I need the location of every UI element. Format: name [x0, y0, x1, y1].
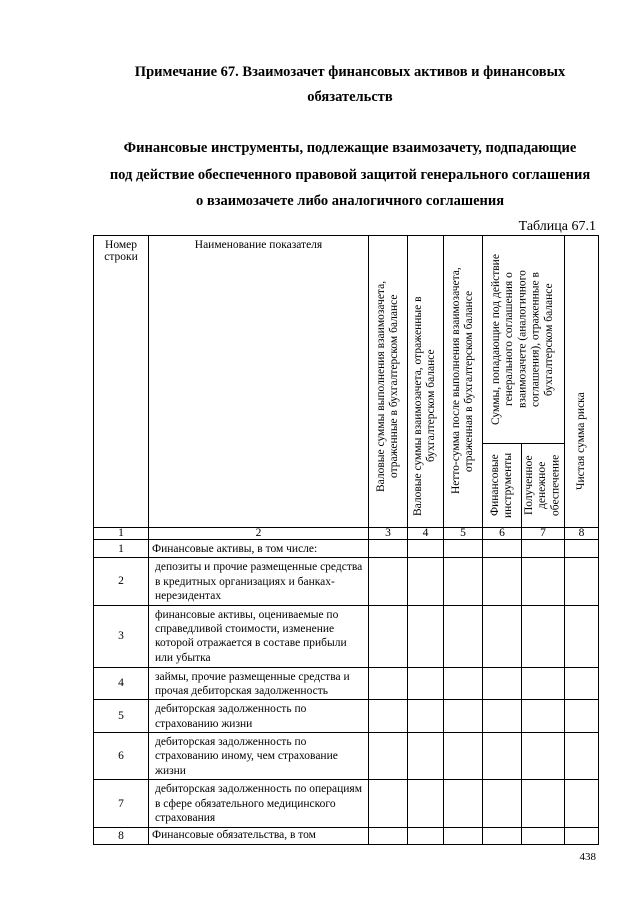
header-col6-label: Финансовые инструменты: [488, 452, 514, 518]
row-number: 1: [94, 540, 149, 558]
header-col7-label: Полученное денежное обеспечение: [523, 454, 562, 516]
subtitle-line2: под действие обеспеченного правовой защитой генерального соглашения: [109, 167, 591, 183]
row-name: займы, прочие размещенные средства и прочая дебиторская задолженность: [149, 667, 369, 700]
col-number: 5: [444, 528, 483, 540]
header-row-number-label: Номер строки: [104, 239, 138, 263]
table-row: [94, 700, 599, 733]
header-col3: [369, 236, 408, 528]
table-row: [94, 540, 599, 558]
header-col5: [444, 236, 483, 528]
table-label: Таблица 67.1: [518, 219, 596, 234]
table-row: [94, 828, 599, 844]
row-number: 3: [94, 605, 149, 667]
subtitle-line3: о взаимозачете либо аналогичного соглашения: [195, 193, 505, 209]
header-col8-label: Чистая сумма риска: [574, 392, 587, 490]
page-number: 438: [579, 851, 596, 863]
header-col4-label: Валовые суммы взаимозачета, отраженные в бухгалтерском балансе: [412, 296, 438, 516]
table-row: [94, 780, 599, 828]
col-number: 6: [483, 528, 522, 540]
header-col5-label: Нетто-сумма после выполнения взаимозачета, отраженная в бухгалтерском балансе: [449, 267, 475, 495]
row-name: финансовые активы, оцениваемые по справедливой стоимости, изменение которой отражается в составе прибыли или убытка: [149, 605, 369, 667]
col-number: 2: [149, 528, 369, 540]
header-col67-group-label: Суммы, попадающие под действие генерального соглашения о взаимозачете (аналогичного соглашения), отраженные в бухгалтерском балансе: [490, 254, 556, 425]
subtitle-line1: Финансовые инструменты, подлежащие взаимозачету, подпадающие: [123, 140, 577, 156]
row-number: 2: [94, 558, 149, 605]
header-col6: [483, 444, 522, 528]
row-name: депозиты и прочие размещенные средства в кредитных организациях и банках-нерезидентах: [149, 558, 369, 605]
table-row: [94, 558, 599, 605]
col-number: 7: [522, 528, 565, 540]
row-number: 4: [94, 667, 149, 700]
row-name: дебиторская задолженность по страхованию жизни: [149, 700, 369, 733]
row-name: Финансовые активы, в том числе:: [149, 540, 369, 558]
offset-table: [93, 235, 599, 845]
row-name: Финансовые обязательства, в том: [149, 828, 369, 844]
col-number: 4: [408, 528, 444, 540]
header-indicator: [149, 236, 369, 528]
note-title-line1: Примечание 67. Взаимозачет финансовых активов и финансовых: [134, 64, 566, 80]
row-number: 8: [94, 828, 149, 844]
note-title-line2: обязательств: [307, 89, 393, 105]
column-number-row: [94, 528, 599, 540]
header-col67-group: [483, 236, 565, 444]
header-row-number: [94, 236, 149, 528]
header-indicator-label: Наименование показателя: [194, 239, 323, 251]
col-number: 8: [565, 528, 599, 540]
table-row: [94, 667, 599, 700]
table-row: [94, 733, 599, 780]
table-row: [94, 605, 599, 667]
header-col4: [408, 236, 444, 528]
row-number: 7: [94, 780, 149, 828]
header-col3-label: Валовые суммы выполнения взаимозачета, отраженные в бухгалтерском балансе: [374, 280, 400, 492]
header-col7: [522, 444, 565, 528]
row-name: дебиторская задолженность по страхованию иному, чем страхование жизни: [149, 733, 369, 780]
row-number: 5: [94, 700, 149, 733]
col-number: 3: [369, 528, 408, 540]
header-col8: [565, 236, 599, 528]
row-name: дебиторская задолженность по операциям в сфере обязательного медицинского страхования: [149, 780, 369, 828]
row-number: 6: [94, 733, 149, 780]
col-number: 1: [94, 528, 149, 540]
